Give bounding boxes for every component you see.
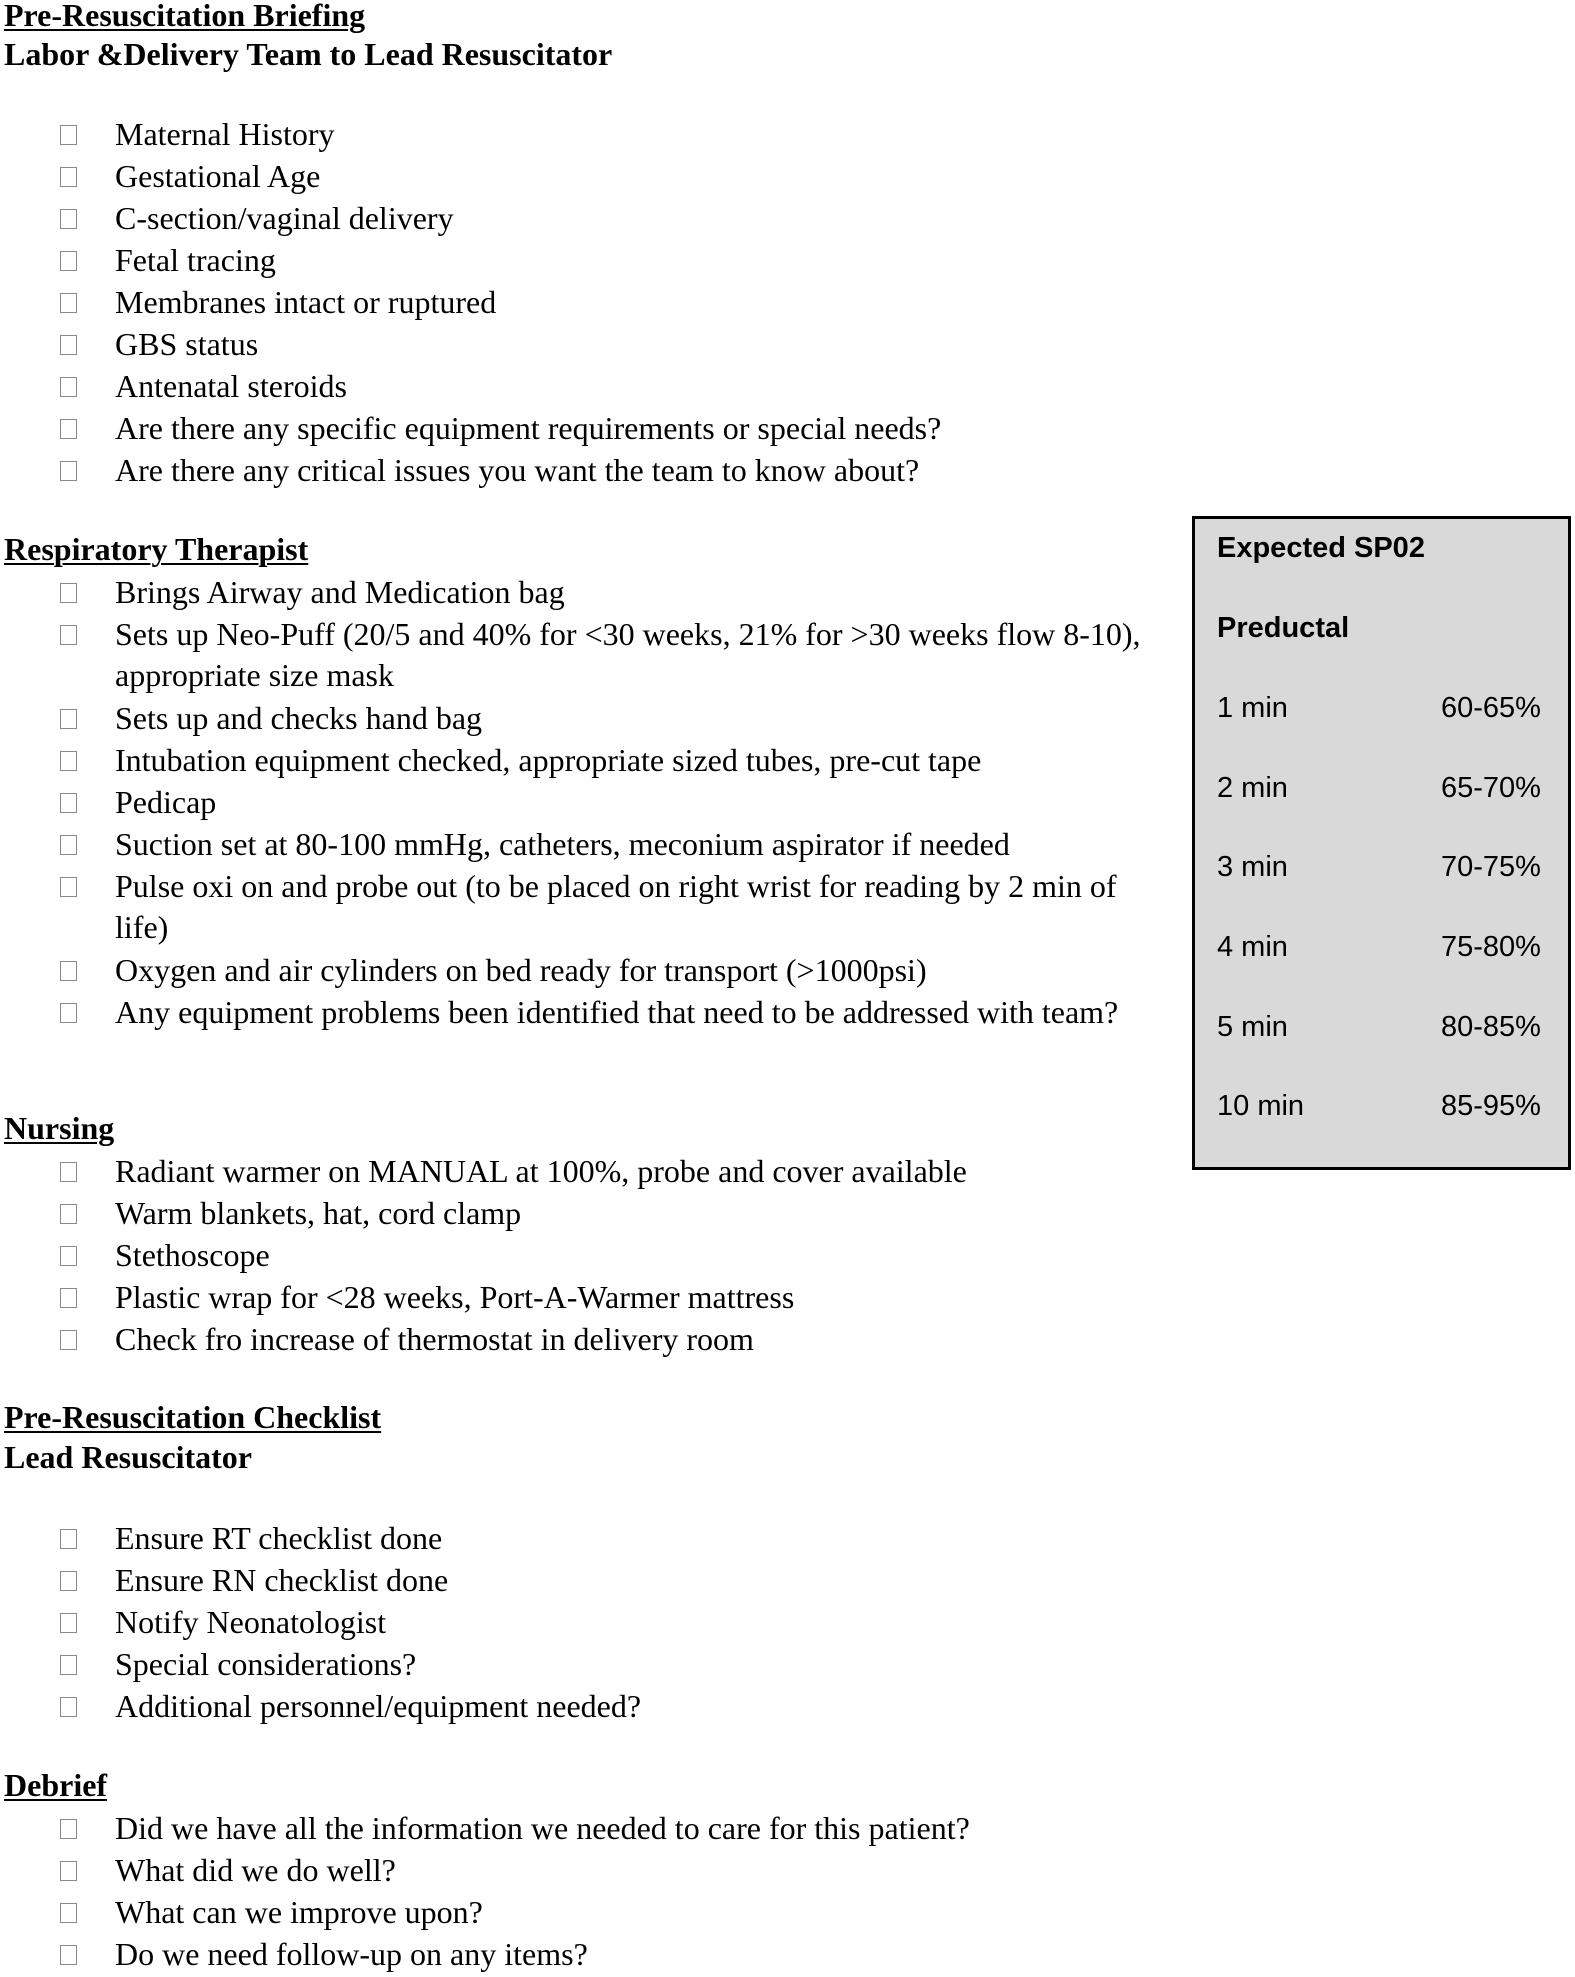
nursing-item-label: Check fro increase of thermostat in delivery room <box>115 1321 754 1357</box>
briefing-item <box>0 324 1175 366</box>
briefing-item <box>0 240 1175 282</box>
checklist-item <box>0 1644 1175 1686</box>
respiratory-item-label: Sets up Neo-Puff (20/5 and 40% for <30 weeks, 21% for >30 weeks flow 8-10), appropriate size mask <box>115 616 1141 693</box>
briefing-item <box>0 198 1175 240</box>
checkbox[interactable] <box>60 1903 77 1923</box>
respiratory-item <box>0 824 1175 866</box>
spo2-value: 65-70% <box>1441 772 1541 804</box>
debrief-item <box>0 1850 1175 1892</box>
checkbox[interactable] <box>60 1571 77 1591</box>
checkbox[interactable] <box>60 335 77 355</box>
nursing-item-label: Radiant warmer on MANUAL at 100%, probe and cover available <box>115 1153 967 1189</box>
debrief-item <box>0 1934 1175 1976</box>
checklist-item-label: Notify Neonatologist <box>115 1604 387 1640</box>
checkbox[interactable] <box>60 961 77 981</box>
briefing-item <box>0 408 1175 450</box>
checkbox[interactable] <box>60 793 77 813</box>
respiratory-item-label: Pedicap <box>115 784 217 820</box>
debrief-item <box>0 1808 1175 1850</box>
nursing-item-label: Plastic wrap for <28 weeks, Port-A-Warmer mattress <box>115 1279 795 1315</box>
briefing-item <box>0 114 1175 156</box>
checklist-item <box>0 1518 1175 1560</box>
checkbox[interactable] <box>60 1861 77 1881</box>
spo2-row <box>1217 772 1543 812</box>
checkbox[interactable] <box>60 293 77 313</box>
respiratory-item-label: Pulse oxi on and probe out (to be placed on right wrist for reading by 2 min of life) <box>115 868 1117 945</box>
nursing-item-label: Stethoscope <box>115 1237 270 1273</box>
briefing-item-label: Are there any critical issues you want the team to know about? <box>115 452 920 488</box>
checkbox[interactable] <box>60 1204 77 1224</box>
briefing-item-label: Membranes intact or ruptured <box>115 284 497 320</box>
debrief-item-label: Did we have all the information we needed to care for this patient? <box>115 1810 970 1846</box>
checkbox[interactable] <box>60 1003 77 1023</box>
respiratory-title: Respiratory Therapist <box>4 531 309 567</box>
briefing-item <box>0 450 1175 492</box>
briefing-item-label: Antenatal steroids <box>115 368 347 404</box>
checkbox[interactable] <box>60 125 77 145</box>
respiratory-item <box>0 866 1175 948</box>
briefing-item-label: Gestational Age <box>115 158 321 194</box>
spo2-row <box>1217 931 1543 971</box>
checkbox[interactable] <box>60 1288 77 1308</box>
checklist-item-label: Additional personnel/equipment needed? <box>115 1688 642 1724</box>
spo2-value: 85-95% <box>1441 1090 1541 1122</box>
respiratory-item-label: Oxygen and air cylinders on bed ready for transport (>1000psi) <box>115 952 927 988</box>
respiratory-item <box>0 740 1175 782</box>
checkbox[interactable] <box>60 1162 77 1182</box>
checkbox[interactable] <box>60 167 77 187</box>
spo2-subtitle: Preductal <box>1217 612 1350 644</box>
checkbox[interactable] <box>60 1330 77 1350</box>
checklist-item-label: Ensure RN checklist done <box>115 1562 449 1598</box>
checkbox[interactable] <box>60 419 77 439</box>
spo2-reference-box <box>1192 516 1571 1170</box>
respiratory-item <box>0 992 1175 1074</box>
spo2-time: 3 min <box>1217 851 1288 883</box>
debrief-title: Debrief <box>4 1767 108 1803</box>
briefing-item-label: GBS status <box>115 326 259 362</box>
checkbox[interactable] <box>60 1945 77 1965</box>
checkbox[interactable] <box>60 377 77 397</box>
spo2-row <box>1217 851 1543 891</box>
checkbox[interactable] <box>60 709 77 729</box>
spo2-time: 10 min <box>1217 1090 1305 1122</box>
nursing-title: Nursing <box>4 1110 115 1146</box>
checklist-item-label: Special considerations? <box>115 1646 417 1682</box>
respiratory-item <box>0 572 1175 614</box>
checklist-item <box>0 1560 1175 1602</box>
debrief-item-label: What did we do well? <box>115 1852 396 1888</box>
nursing-item <box>0 1151 1175 1193</box>
respiratory-item-label: Intubation equipment checked, appropriate sized tubes, pre-cut tape <box>115 742 982 778</box>
checkbox[interactable] <box>60 1655 77 1675</box>
nursing-item-label: Warm blankets, hat, cord clamp <box>115 1195 522 1231</box>
spo2-row <box>1217 1090 1543 1130</box>
briefing-subtitle: Labor &Delivery Team to Lead Resuscitator <box>4 36 613 72</box>
respiratory-item-label: Suction set at 80-100 mmHg, catheters, meconium aspirator if needed <box>115 826 1010 862</box>
spo2-row <box>1217 692 1543 732</box>
checkbox[interactable] <box>60 583 77 603</box>
briefing-item <box>0 282 1175 324</box>
spo2-value: 70-75% <box>1441 851 1541 883</box>
respiratory-item <box>0 950 1175 992</box>
spo2-time: 5 min <box>1217 1011 1288 1043</box>
briefing-title: Pre-Resuscitation Briefing <box>4 0 366 33</box>
respiratory-item-label: Brings Airway and Medication bag <box>115 574 565 610</box>
nursing-item <box>0 1193 1175 1235</box>
checklist-item-label: Ensure RT checklist done <box>115 1520 443 1556</box>
checklist-title: Pre-Resuscitation Checklist <box>4 1399 382 1435</box>
spo2-value: 80-85% <box>1441 1011 1541 1043</box>
spo2-row <box>1217 1011 1543 1051</box>
checkbox[interactable] <box>60 1529 77 1549</box>
respiratory-item <box>0 782 1175 824</box>
spo2-value: 75-80% <box>1441 931 1541 963</box>
checklist-item <box>0 1686 1175 1728</box>
nursing-item <box>0 1277 1175 1319</box>
spo2-value: 60-65% <box>1441 692 1541 724</box>
spo2-title: Expected SP02 <box>1217 532 1425 564</box>
nursing-item <box>0 1235 1175 1277</box>
checkbox[interactable] <box>60 751 77 771</box>
checklist-item <box>0 1602 1175 1644</box>
briefing-item-label: C-section/vaginal delivery <box>115 200 454 236</box>
checkbox[interactable] <box>60 1613 77 1633</box>
checkbox[interactable] <box>60 835 77 855</box>
checkbox[interactable] <box>60 1819 77 1839</box>
respiratory-item <box>0 698 1175 740</box>
checkbox[interactable] <box>60 209 77 229</box>
respiratory-item-label: Any equipment problems been identified that need to be addressed with team? <box>115 994 1119 1030</box>
checkbox[interactable] <box>60 625 77 645</box>
checkbox[interactable] <box>60 877 77 897</box>
spo2-time: 2 min <box>1217 772 1288 804</box>
briefing-item <box>0 366 1175 408</box>
spo2-time: 4 min <box>1217 931 1288 963</box>
checklist-subtitle: Lead Resuscitator <box>4 1439 252 1475</box>
debrief-item-label: Do we need follow-up on any items? <box>115 1936 588 1972</box>
spo2-time: 1 min <box>1217 692 1288 724</box>
briefing-item-label: Maternal History <box>115 116 335 152</box>
checkbox[interactable] <box>60 461 77 481</box>
briefing-item-label: Fetal tracing <box>115 242 276 278</box>
debrief-item-label: What can we improve upon? <box>115 1894 483 1930</box>
nursing-item <box>0 1319 1175 1361</box>
checkbox[interactable] <box>60 1246 77 1266</box>
briefing-item-label: Are there any specific equipment requirements or special needs? <box>115 410 942 446</box>
briefing-item <box>0 156 1175 198</box>
debrief-item <box>0 1892 1175 1934</box>
respiratory-item-label: Sets up and checks hand bag <box>115 700 483 736</box>
respiratory-item <box>0 614 1175 696</box>
checkbox[interactable] <box>60 1697 77 1717</box>
checkbox[interactable] <box>60 251 77 271</box>
